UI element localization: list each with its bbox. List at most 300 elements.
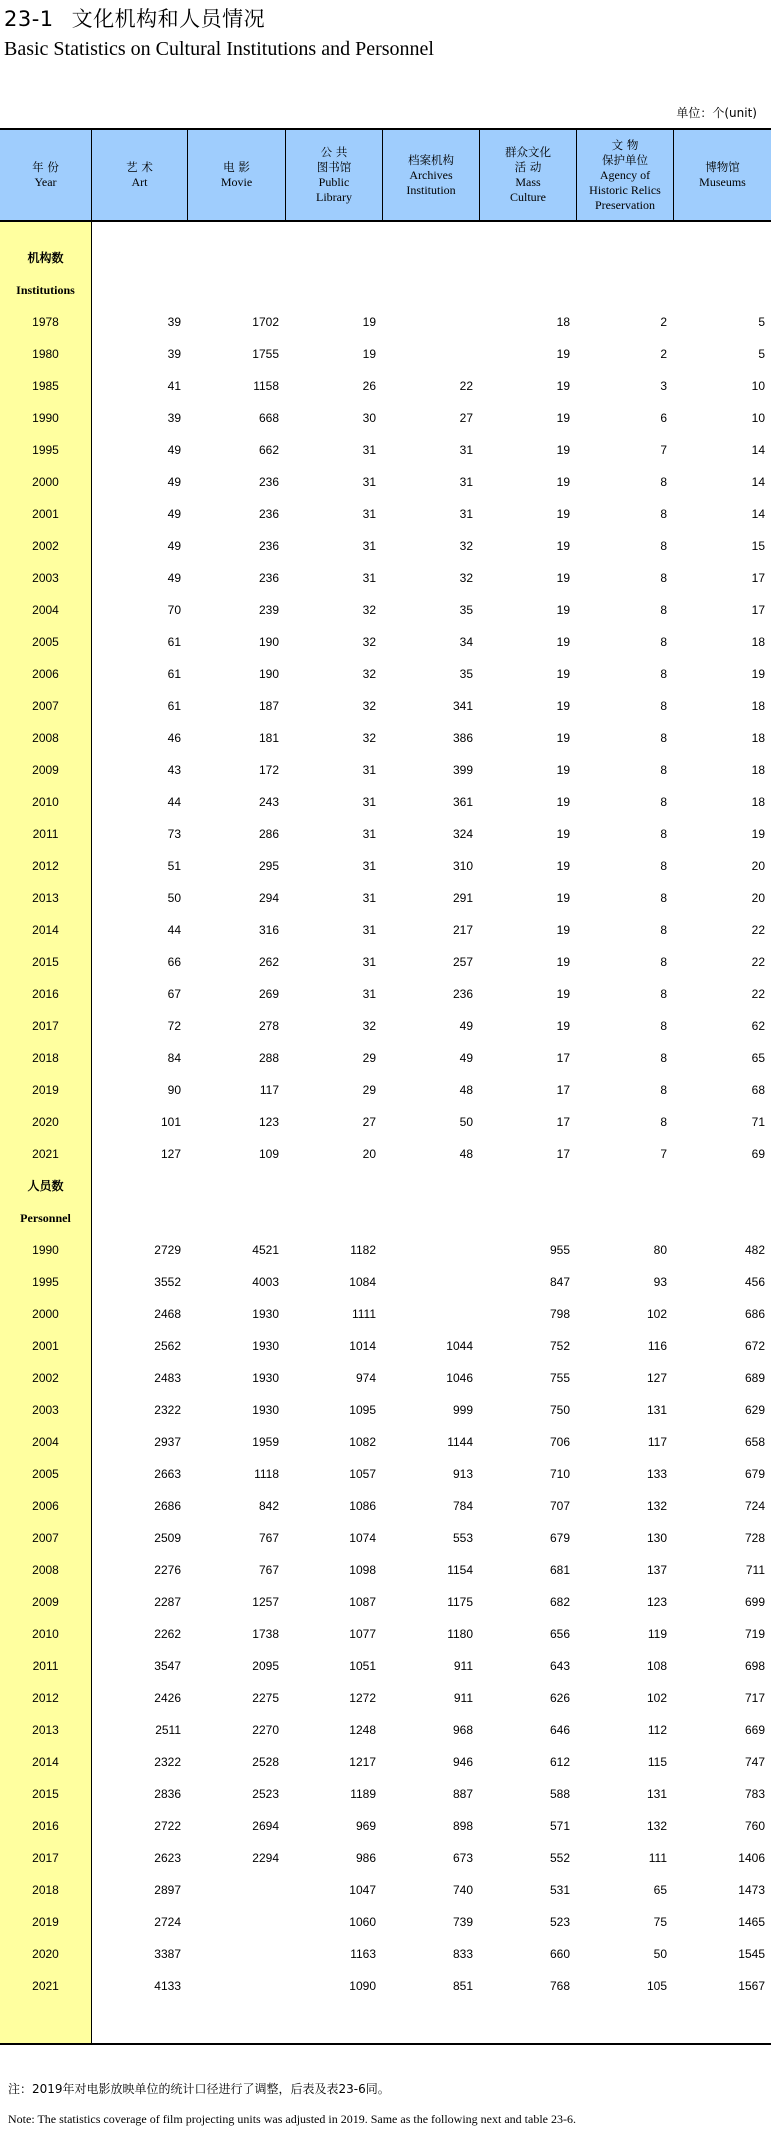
cell-public-library: 1077 xyxy=(349,1627,376,1641)
cell-art: 3552 xyxy=(154,1275,181,1289)
cell-movie: 1755 xyxy=(252,347,279,361)
cell-mass-culture: 19 xyxy=(556,443,570,457)
cell-year: 2002 xyxy=(32,1371,59,1385)
cell-art: 51 xyxy=(167,859,181,873)
cell-museums: 5 xyxy=(758,347,765,361)
cell-archives: 31 xyxy=(459,475,473,489)
cell-art: 2511 xyxy=(155,1723,181,1737)
table-row xyxy=(0,690,771,722)
cell-public-library: 1074 xyxy=(349,1531,376,1545)
header-museums xyxy=(673,130,771,220)
cell-relics-preservation: 8 xyxy=(660,699,667,713)
table-row xyxy=(0,434,771,466)
table-row xyxy=(0,402,771,434)
cell-mass-culture: 19 xyxy=(556,347,570,361)
section-title-cn: 机构数 xyxy=(27,251,64,265)
cell-art: 2287 xyxy=(154,1595,181,1609)
cell-mass-culture: 19 xyxy=(556,859,570,873)
cell-year: 2011 xyxy=(32,827,59,841)
table-row xyxy=(0,1010,771,1042)
cell-museums: 62 xyxy=(751,1019,765,1033)
cell-movie: 1118 xyxy=(254,1467,279,1481)
table-row xyxy=(0,1522,771,1554)
cell-art: 41 xyxy=(167,379,181,393)
cell-year: 2013 xyxy=(32,891,59,905)
cell-public-library: 26 xyxy=(362,379,376,393)
cell-archives: 49 xyxy=(459,1051,473,1065)
cell-year: 2017 xyxy=(32,1019,59,1033)
cell-mass-culture: 19 xyxy=(556,763,570,777)
cell-relics-preservation: 137 xyxy=(646,1563,667,1577)
cell-art: 2663 xyxy=(154,1467,181,1481)
header-art-en: Art xyxy=(131,175,148,189)
cell-movie: 262 xyxy=(258,955,279,969)
cell-archives: 1144 xyxy=(447,1435,473,1449)
header-art xyxy=(91,130,187,220)
cell-relics-preservation: 105 xyxy=(646,1979,667,1993)
cell-relics-preservation: 8 xyxy=(660,891,667,905)
cell-movie: 4521 xyxy=(252,1243,279,1257)
header-archives xyxy=(382,130,479,220)
cell-relics-preservation: 8 xyxy=(660,603,667,617)
cell-art: 127 xyxy=(160,1147,181,1161)
cell-public-library: 1095 xyxy=(349,1403,376,1417)
cell-year: 2011 xyxy=(32,1659,59,1673)
cell-mass-culture: 19 xyxy=(556,635,570,649)
cell-public-library: 1060 xyxy=(349,1915,376,1929)
cell-year: 1995 xyxy=(32,443,59,457)
cell-art: 2724 xyxy=(154,1915,181,1929)
cell-museums: 71 xyxy=(751,1115,765,1129)
cell-relics-preservation: 7 xyxy=(660,443,667,457)
cell-public-library: 31 xyxy=(362,539,376,553)
cell-art: 2623 xyxy=(154,1851,181,1865)
cell-year: 2010 xyxy=(32,795,59,809)
cell-year: 2012 xyxy=(32,859,59,873)
cell-art: 49 xyxy=(167,443,181,457)
cell-art: 43 xyxy=(167,763,181,777)
cell-mass-culture: 19 xyxy=(556,955,570,969)
cell-public-library: 32 xyxy=(362,731,376,745)
cell-museums: 14 xyxy=(751,507,765,521)
cell-movie: 1930 xyxy=(252,1371,279,1385)
cell-movie: 2270 xyxy=(252,1723,279,1737)
cell-archives: 673 xyxy=(452,1851,473,1865)
table-row xyxy=(0,1778,771,1810)
cell-public-library: 1111 xyxy=(351,1307,376,1321)
cell-mass-culture: 755 xyxy=(549,1371,570,1385)
cell-mass-culture: 706 xyxy=(549,1435,570,1449)
table-row xyxy=(0,1362,771,1394)
table-number: 23-1 xyxy=(4,7,54,31)
table-row xyxy=(0,1042,771,1074)
cell-relics-preservation: 132 xyxy=(646,1499,667,1513)
cell-art: 44 xyxy=(167,923,181,937)
cell-art: 49 xyxy=(167,539,181,553)
cell-museums: 1406 xyxy=(738,1851,765,1865)
header-mass-culture-cn: 活 动 xyxy=(514,160,542,174)
cell-relics-preservation: 112 xyxy=(647,1723,667,1737)
cell-museums: 1545 xyxy=(738,1947,765,1961)
cell-year: 2008 xyxy=(32,1563,59,1577)
cell-mass-culture: 523 xyxy=(549,1915,570,1929)
header-relics-preservation-en: Historic Relics xyxy=(589,182,661,197)
header-mass-culture-en: Mass xyxy=(515,175,541,189)
cell-archives: 49 xyxy=(459,1019,473,1033)
cell-museums: 672 xyxy=(744,1339,765,1353)
cell-archives: 968 xyxy=(452,1723,473,1737)
note-en: Note: The statistics coverage of film projecting units was adjusted in 2019. Same as the following next and table 23-6. xyxy=(8,2112,576,2126)
cell-museums: 689 xyxy=(744,1371,765,1385)
cell-relics-preservation: 2 xyxy=(660,315,667,329)
cell-mass-culture: 19 xyxy=(556,987,570,1001)
header-public-library xyxy=(285,130,382,220)
table-row xyxy=(0,914,771,946)
cell-relics-preservation: 8 xyxy=(660,1051,667,1065)
cell-mass-culture: 588 xyxy=(549,1787,570,1801)
table-row xyxy=(0,1394,771,1426)
cell-year: 2014 xyxy=(32,923,59,937)
cell-public-library: 974 xyxy=(355,1371,376,1385)
cell-movie: 2095 xyxy=(252,1659,279,1673)
cell-archives: 739 xyxy=(452,1915,473,1929)
table-row xyxy=(0,1970,771,2002)
cell-art: 49 xyxy=(167,475,181,489)
cell-relics-preservation: 8 xyxy=(660,1115,667,1129)
cell-relics-preservation: 80 xyxy=(653,1243,667,1257)
table-row xyxy=(0,562,771,594)
header-archives-en: Institution xyxy=(406,182,456,197)
cell-mass-culture: 571 xyxy=(549,1819,570,1833)
table-row xyxy=(0,1266,771,1298)
cell-museums: 719 xyxy=(744,1627,765,1641)
header-archives-cn: 档案机构 xyxy=(408,152,454,167)
cell-relics-preservation: 115 xyxy=(647,1755,667,1769)
cell-museums: 783 xyxy=(744,1787,765,1801)
cell-relics-preservation: 8 xyxy=(660,955,667,969)
note-cn: 注：2019年对电影放映单位的统计口径进行了调整，后表及表23-6同。 xyxy=(8,2082,390,2096)
cell-art: 2509 xyxy=(154,1531,181,1545)
cell-art: 49 xyxy=(167,571,181,585)
cell-museums: 22 xyxy=(751,987,765,1001)
cell-year: 2019 xyxy=(32,1915,59,1929)
cell-year: 1990 xyxy=(32,411,59,425)
cell-art: 39 xyxy=(167,315,181,329)
cell-mass-culture: 19 xyxy=(556,699,570,713)
table-row xyxy=(0,1682,771,1714)
cell-relics-preservation: 102 xyxy=(646,1307,667,1321)
header-relics-preservation-en: Agency of xyxy=(599,167,651,182)
cell-relics-preservation: 133 xyxy=(646,1467,667,1481)
title-cn-text: 文化机构和人员情况 xyxy=(71,7,266,31)
table-row xyxy=(0,658,771,690)
cell-mass-culture: 752 xyxy=(549,1339,570,1353)
cell-movie: 4003 xyxy=(252,1275,279,1289)
cell-museums: 14 xyxy=(751,443,765,457)
cell-archives: 22 xyxy=(459,379,473,393)
cell-year: 2004 xyxy=(32,1435,59,1449)
cell-year: 2009 xyxy=(32,1595,59,1609)
table-row xyxy=(0,1554,771,1586)
cell-movie: 243 xyxy=(258,795,279,809)
cell-archives: 217 xyxy=(452,923,473,937)
cell-relics-preservation: 131 xyxy=(646,1403,667,1417)
cell-movie: 1930 xyxy=(252,1339,279,1353)
cell-year: 1980 xyxy=(32,347,59,361)
table-row xyxy=(0,594,771,626)
header-movie-en: Movie xyxy=(220,175,253,189)
table-row xyxy=(0,1234,771,1266)
cell-public-library: 31 xyxy=(362,955,376,969)
cell-museums: 18 xyxy=(751,635,765,649)
cell-museums: 19 xyxy=(751,667,765,681)
cell-art: 49 xyxy=(167,507,181,521)
table-row xyxy=(0,370,771,402)
cell-archives: 32 xyxy=(459,571,473,585)
cell-relics-preservation: 8 xyxy=(660,763,667,777)
cell-art: 101 xyxy=(160,1115,181,1129)
cell-public-library: 31 xyxy=(362,859,376,873)
cell-art: 2722 xyxy=(154,1819,181,1833)
cell-year: 2000 xyxy=(32,475,59,489)
cell-year: 2015 xyxy=(32,1787,59,1801)
header-movie-cn: 电 影 xyxy=(223,160,250,174)
cell-archives: 310 xyxy=(452,859,473,873)
cell-archives: 911 xyxy=(453,1691,473,1705)
cell-art: 2562 xyxy=(154,1339,181,1353)
cell-public-library: 32 xyxy=(362,635,376,649)
cell-mass-culture: 955 xyxy=(549,1243,570,1257)
cell-museums: 629 xyxy=(744,1403,765,1417)
cell-year: 2012 xyxy=(32,1691,59,1705)
cell-relics-preservation: 116 xyxy=(647,1339,667,1353)
cell-year: 2002 xyxy=(32,539,59,553)
cell-art: 2276 xyxy=(154,1563,181,1577)
cell-relics-preservation: 93 xyxy=(653,1275,667,1289)
cell-relics-preservation: 8 xyxy=(660,635,667,649)
header-museums-en: Museums xyxy=(699,175,746,189)
cell-archives: 999 xyxy=(452,1403,473,1417)
cell-mass-culture: 612 xyxy=(549,1755,570,1769)
cell-year: 2018 xyxy=(32,1883,59,1897)
cell-relics-preservation: 8 xyxy=(660,923,667,937)
cell-art: 2468 xyxy=(154,1307,181,1321)
cell-museums: 711 xyxy=(745,1563,765,1577)
cell-public-library: 29 xyxy=(362,1051,376,1065)
cell-public-library: 1051 xyxy=(349,1659,376,1673)
header-year-en: Year xyxy=(34,175,57,189)
cell-movie: 187 xyxy=(258,699,279,713)
cell-mass-culture: 798 xyxy=(549,1307,570,1321)
cell-public-library: 31 xyxy=(362,987,376,1001)
cell-museums: 17 xyxy=(751,571,765,585)
table-row xyxy=(0,498,771,530)
cell-art: 2937 xyxy=(154,1435,181,1449)
cell-relics-preservation: 8 xyxy=(660,827,667,841)
cell-archives: 31 xyxy=(459,443,473,457)
cell-museums: 18 xyxy=(751,763,765,777)
statistics-table xyxy=(0,128,771,2045)
table-row xyxy=(0,1906,771,1938)
cell-mass-culture: 19 xyxy=(556,571,570,585)
cell-museums: 686 xyxy=(744,1307,765,1321)
table-row xyxy=(0,1810,771,1842)
header-mass-culture xyxy=(479,130,576,220)
table-row xyxy=(0,882,771,914)
cell-museums: 669 xyxy=(744,1723,765,1737)
cell-art: 61 xyxy=(167,635,181,649)
cell-museums: 760 xyxy=(744,1819,765,1833)
cell-archives: 1154 xyxy=(447,1563,473,1577)
cell-archives: 740 xyxy=(452,1883,473,1897)
cell-relics-preservation: 108 xyxy=(646,1659,667,1673)
cell-relics-preservation: 8 xyxy=(660,1019,667,1033)
header-public-library-cn: 图书馆 xyxy=(316,160,352,174)
cell-movie: 2275 xyxy=(252,1691,279,1705)
cell-mass-culture: 750 xyxy=(549,1403,570,1417)
cell-public-library: 31 xyxy=(362,443,376,457)
cell-museums: 724 xyxy=(744,1499,765,1513)
cell-year: 2020 xyxy=(32,1115,59,1129)
cell-museums: 717 xyxy=(744,1691,765,1705)
cell-movie: 1158 xyxy=(253,379,279,393)
cell-relics-preservation: 8 xyxy=(660,795,667,809)
cell-movie: 1738 xyxy=(252,1627,279,1641)
table-row xyxy=(0,1714,771,1746)
cell-relics-preservation: 131 xyxy=(646,1787,667,1801)
cell-movie: 190 xyxy=(258,667,279,681)
cell-movie: 767 xyxy=(258,1531,279,1545)
cell-mass-culture: 19 xyxy=(556,827,570,841)
cell-public-library: 31 xyxy=(362,891,376,905)
cell-public-library: 20 xyxy=(362,1147,376,1161)
cell-mass-culture: 17 xyxy=(556,1083,570,1097)
cell-public-library: 1217 xyxy=(349,1755,376,1769)
header-mass-culture-cn: 群众文化 xyxy=(505,145,551,159)
cell-movie: 2694 xyxy=(252,1819,279,1833)
cell-year: 2010 xyxy=(32,1627,59,1641)
cell-mass-culture: 847 xyxy=(549,1275,570,1289)
cell-art: 72 xyxy=(167,1019,181,1033)
cell-public-library: 31 xyxy=(362,507,376,521)
header-mass-culture-en: Culture xyxy=(510,190,546,204)
cell-year: 2015 xyxy=(32,955,59,969)
cell-public-library: 1047 xyxy=(349,1883,376,1897)
cell-mass-culture: 17 xyxy=(556,1115,570,1129)
cell-public-library: 19 xyxy=(362,347,376,361)
cell-relics-preservation: 8 xyxy=(660,859,667,873)
cell-relics-preservation: 8 xyxy=(660,507,667,521)
cell-year: 2021 xyxy=(32,1979,59,1993)
cell-movie: 842 xyxy=(258,1499,279,1513)
cell-mass-culture: 19 xyxy=(556,731,570,745)
page-title-cn xyxy=(4,4,265,34)
cell-art: 2262 xyxy=(154,1627,181,1641)
cell-movie: 286 xyxy=(258,827,279,841)
table-row xyxy=(0,1938,771,1970)
cell-mass-culture: 682 xyxy=(549,1595,570,1609)
cell-relics-preservation: 127 xyxy=(646,1371,667,1385)
cell-mass-culture: 19 xyxy=(556,795,570,809)
header-archives-en: Archives xyxy=(409,167,453,182)
cell-public-library: 32 xyxy=(362,699,376,713)
table-row xyxy=(0,818,771,850)
cell-archives: 257 xyxy=(452,955,473,969)
table-row xyxy=(0,1842,771,1874)
cell-museums: 19 xyxy=(751,827,765,841)
section-title-en: Institutions xyxy=(16,283,75,297)
cell-art: 67 xyxy=(167,987,181,1001)
header-public-library-cn: 公 共 xyxy=(320,145,348,159)
table-row xyxy=(0,1138,771,1170)
cell-museums: 18 xyxy=(751,699,765,713)
cell-archives: 35 xyxy=(459,603,473,617)
cell-public-library: 969 xyxy=(355,1819,376,1833)
cell-year: 2005 xyxy=(32,1467,59,1481)
cell-year: 2001 xyxy=(32,507,59,521)
cell-movie: 236 xyxy=(258,571,279,585)
cell-museums: 5 xyxy=(758,315,765,329)
cell-public-library: 1163 xyxy=(350,1947,376,1961)
cell-mass-culture: 646 xyxy=(549,1723,570,1737)
cell-public-library: 30 xyxy=(362,411,376,425)
cell-relics-preservation: 117 xyxy=(647,1435,667,1449)
cell-museums: 20 xyxy=(751,859,765,873)
cell-mass-culture: 531 xyxy=(549,1883,570,1897)
cell-art: 61 xyxy=(167,699,181,713)
cell-archives: 1180 xyxy=(447,1627,473,1641)
table-row xyxy=(0,530,771,562)
cell-relics-preservation: 8 xyxy=(660,539,667,553)
unit-label: 单位：个(unit) xyxy=(676,106,757,120)
cell-public-library: 29 xyxy=(362,1083,376,1097)
cell-archives: 324 xyxy=(452,827,473,841)
cell-archives: 35 xyxy=(459,667,473,681)
cell-year: 2018 xyxy=(32,1051,59,1065)
cell-year: 2007 xyxy=(32,1531,59,1545)
cell-archives: 341 xyxy=(452,699,473,713)
cell-art: 2483 xyxy=(154,1371,181,1385)
header-relics-preservation-cn: 保护单位 xyxy=(602,152,648,167)
cell-year: 2013 xyxy=(32,1723,59,1737)
cell-archives: 386 xyxy=(452,731,473,745)
section-title-cn: 人员数 xyxy=(27,1179,64,1193)
cell-mass-culture: 18 xyxy=(556,315,570,329)
cell-year: 2006 xyxy=(32,667,59,681)
cell-relics-preservation: 8 xyxy=(660,1083,667,1097)
cell-art: 2729 xyxy=(154,1243,181,1257)
cell-museums: 1465 xyxy=(738,1915,765,1929)
header-year-cn: 年 份 xyxy=(32,160,59,174)
cell-movie: 181 xyxy=(258,731,279,745)
cell-year: 2009 xyxy=(32,763,59,777)
cell-public-library: 31 xyxy=(362,795,376,809)
cell-museums: 22 xyxy=(751,955,765,969)
cell-relics-preservation: 132 xyxy=(646,1819,667,1833)
header-relics-preservation-cn: 文 物 xyxy=(611,137,639,152)
cell-year: 2019 xyxy=(32,1083,59,1097)
cell-mass-culture: 552 xyxy=(549,1851,570,1865)
table-row xyxy=(0,1330,771,1362)
cell-mass-culture: 707 xyxy=(549,1499,570,1513)
cell-mass-culture: 19 xyxy=(556,1019,570,1033)
cell-archives: 553 xyxy=(452,1531,473,1545)
cell-year: 2021 xyxy=(32,1147,59,1161)
cell-mass-culture: 19 xyxy=(556,411,570,425)
cell-year: 2004 xyxy=(32,603,59,617)
cell-art: 73 xyxy=(167,827,181,841)
table-row xyxy=(0,1106,771,1138)
